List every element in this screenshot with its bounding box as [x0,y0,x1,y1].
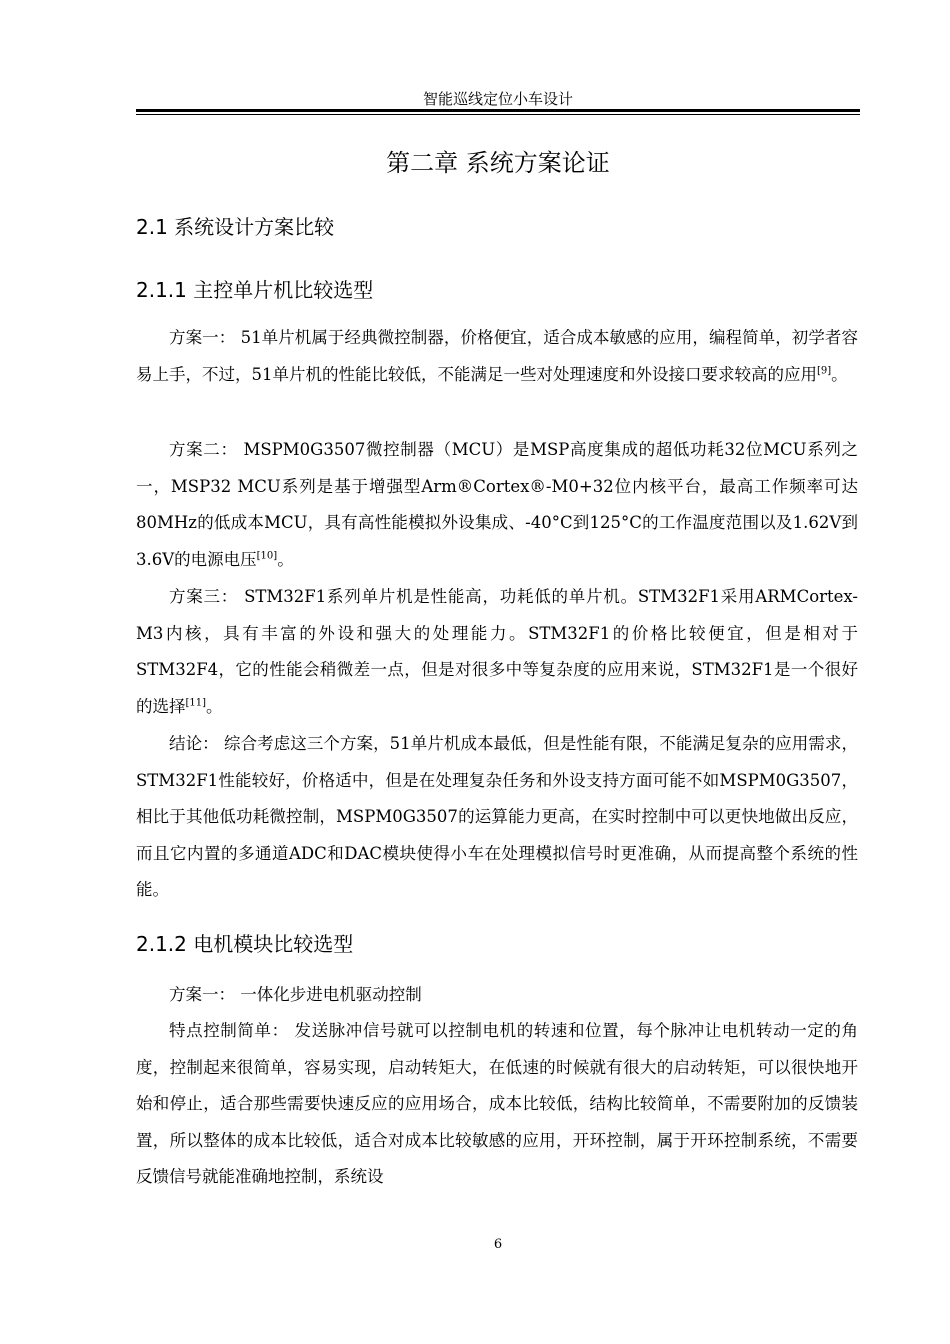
running-header: 智能巡线定位小车设计 [422,90,573,108]
page-number: 6 [493,1237,503,1252]
section-heading-2-1: 2.1 系统设计方案比较 [136,215,335,239]
paragraph-motor-plan-1: 方案一： 一体化步进电机驱动控制 [169,985,422,1004]
section-heading-2-1-2: 2.1.2 电机模块比较选型 [136,932,354,956]
header-rule-thick [136,109,860,112]
citation-ref: [9] [817,365,832,376]
citation-ref: [10] [256,550,278,561]
paragraph-plan-3: 方案三： STM32F1系列单片机是性能高，功耗低的单片机。STM32F1采用ARMCortex-M3内核，具有丰富的外设和强大的处理能力。STM32F1的价格比较便宜，但是相对于STM32F4，它的性能会稍微差一点，但是对很多中等复杂度的应用来说，STM32F1是一个很好的选择[11]。 [136,587,858,716]
citation-ref: [11] [185,697,207,708]
paragraph-plan-1: 方案一： 51单片机属于经典微控制器，价格便宜，适合成本敏感的应用，编程简单，初学者容易上手，不过，51单片机的性能比较低，不能满足一些对处理速度和外设接口要求较高的应用[9]。 [136,328,858,384]
header-rule-thin [136,114,860,115]
section-heading-2-1-1: 2.1.1 主控单片机比较选型 [136,278,374,302]
paragraph-conclusion: 结论： 综合考虑这三个方案，51单片机成本最低，但是性能有限，不能满足复杂的应用需求，STM32F1性能较好，价格适中，但是在处理复杂任务和外设支持方面可能不如MSPM0G3507，相比于其他低功耗微控制，MSPM0G3507的运算能力更高，在实时控制中可以更快地做出反应，而且它内置的多通道ADC和DAC模块使得小车在处理模拟信号时更准确，从而提高整个系统的性能。 [136,734,858,899]
chapter-title: 第二章 系统方案论证 [386,149,610,177]
paragraph-plan-2: 方案二： MSPM0G3507微控制器（MCU）是MSP高度集成的超低功耗32位MCU系列之一，MSP32 MCU系列是基于增强型Arm®Cortex®-M0+32位内核平台，最高工作频率可达80MHz的低成本MCU，具有高性能模拟外设集成、-40°C到125°C的工作温度范围以及1.62V到3.6V的电源电压[10]。 [136,440,858,569]
paragraph-motor-features: 特点控制简单： 发送脉冲信号就可以控制电机的转速和位置，每个脉冲让电机转动一定的角度，控制起来很简单，容易实现，启动转矩大，在低速的时候就有很大的启动转矩，可以很快地开始和停止，适合那些需要快速反应的应用场合，成本比较低，结构比较简单，不需要附加的反馈装置，所以整体的成本比较低，适合对成本比较敏感的应用，开环控制，属于开环控制系统，不需要反馈信号就能准确地控制，系统设 [136,1021,858,1186]
